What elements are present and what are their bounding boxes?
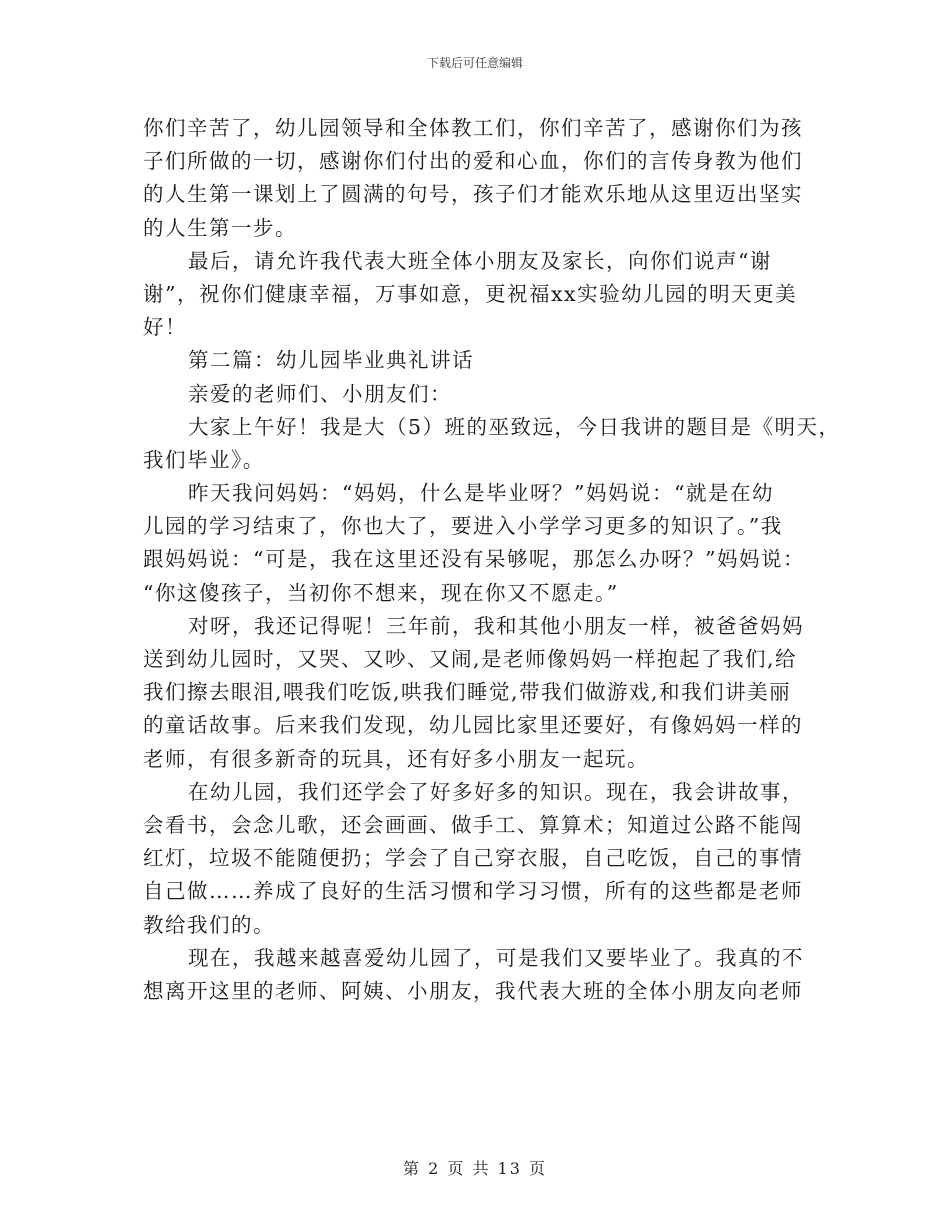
text-line: 第二篇：幼儿园毕业典礼讲话 (188, 348, 474, 373)
text-line: 教给我们的。 (143, 912, 275, 937)
text-line: “你这傻孩子，当初你不想来，现在你又不愿走。” (143, 580, 619, 605)
text-line: 我们毕业》。 (143, 447, 265, 472)
text-line: 红灯，垃圾不能随便扔；学会了自己穿衣服，自己吃饭，自己的事情 (143, 846, 803, 871)
text-line: 会看书，会念儿歌，还会画画、做手工、算算术；知道过公路不能闯 (143, 812, 803, 837)
text-line: 最后，请允许我代表大班全体小朋友及家长，向你们说声“谢 (188, 248, 772, 273)
text-line: 的童话故事。后来我们发现，幼儿园比家里还要好，有像妈妈一样的 (143, 713, 803, 738)
text-line: 自己做……养成了良好的生活习惯和学习习惯，所有的这些都是老师 (143, 879, 803, 904)
text-line: 的人生第一课划上了圆满的句号，孩子们才能欢乐地从这里迈出坚实 (143, 182, 803, 207)
text-line: 昨天我问妈妈：“妈妈，什么是毕业呀？”妈妈说：“就是在幼 (188, 481, 774, 506)
text-line: 想离开这里的老师、阿姨、小朋友，我代表大班的全体小朋友向老师 (143, 978, 803, 1003)
page-header: 下载后可任意编辑 (426, 56, 523, 70)
page-footer: 第 2 页 共 13 页 (403, 1159, 547, 1178)
text-line: 子们所做的一切，感谢你们付出的爱和心血，你们的言传身教为他们 (143, 149, 803, 174)
text-line: 跟妈妈说：“可是，我在这里还没有呆够呢，那怎么办呀？”妈妈说： (143, 547, 805, 572)
text-line: 我们擦去眼泪,喂我们吃饭,哄我们睡觉,带我们做游戏,和我们讲美丽 (143, 680, 792, 705)
text-line: 在幼儿园，我们还学会了好多好多的知识。现在，我会讲故事， (188, 779, 804, 804)
document-body (143, 112, 841, 1008)
text-line: 现在，我越来越喜爱幼儿园了，可是我们又要毕业了。我真的不 (188, 945, 804, 970)
text-line: 好！ (143, 315, 187, 340)
text-line: 对呀，我还记得呢！三年前，我和其他小朋友一样，被爸爸妈妈 (188, 613, 804, 638)
text-line: 大家上午好！我是大（5）班的巫致远，今日我讲的题目是《明天， (188, 414, 841, 439)
text-line: 你们辛苦了，幼儿园领导和全体教工们，你们辛苦了，感谢你们为孩 (143, 116, 803, 140)
text-line: 亲爱的老师们、小朋友们： (188, 381, 452, 406)
text-line: 老师，有很多新奇的玩具，还有好多小朋友一起玩。 (143, 746, 649, 771)
text-line: 儿园的学习结束了，你也大了，要进入小学学习更多的知识了。”我 (143, 514, 783, 539)
text-line: 的人生第一步。 (143, 215, 297, 240)
text-line: 送到幼儿园时，又哭、又吵、又闹,是老师像妈妈一样抱起了我们,给 (143, 647, 798, 671)
text-line: 谢”，祝你们健康幸福，万事如意，更祝福xx实验幼儿园的明天更美 (143, 281, 798, 306)
